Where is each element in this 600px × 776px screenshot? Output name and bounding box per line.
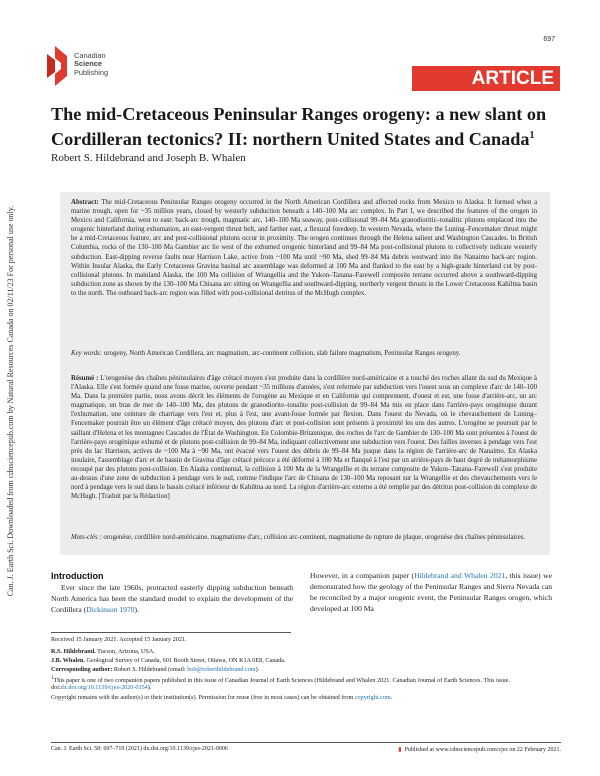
corresponding-text: Robert S. Hildebrand (email: [112,666,188,673]
corresponding-label: Corresponding author: [51,666,113,673]
copyright-link[interactable]: copyright.com [354,694,391,701]
keywords-english [71,349,537,358]
keywords-text: orogeny, North American Cordillera, arc magmatism, arc-continent collision, slab failure magmatism, Peninsular Ranges orogeny. [103,350,461,357]
publisher-logo-icon [45,46,73,86]
publisher-line-3: Publishing [74,67,109,77]
published-text: Published at www.cdnsciencepub.com/cjes on 22 February 2021. [404,747,561,753]
citation-link-dickinson[interactable]: Dickinson 1970 [86,605,135,614]
affiliation-1-name: R.S. Hildebrand. [51,648,96,655]
companion-doi-link[interactable]: dx.doi.org/10.1139/cjes-2020-0154 [60,684,148,692]
citation-link-hildebrand[interactable]: Hildebrand and Whalen 2021 [414,571,506,580]
download-watermark-text: Can. J. Earth Sci. Downloaded from cdnsciencepub.com by Natural Resources Canada on 02/11/23 For personal use only. [6,205,15,597]
affiliation-1-text: Tucson, Arizona, USA. [95,648,155,655]
journal-citation: Can. J. Earth Sci. 58: 697–719 (2021) dx.doi.org/10.1139/cjes-2021-0006 [51,746,228,752]
publisher-line-2: Science [74,59,102,69]
abstract-label: Abstract: [71,199,99,206]
copyright-notice [51,694,561,701]
affiliation-hildebrand [51,648,561,655]
abstract-english [71,198,537,298]
page-number: 697 [543,36,555,43]
article-title-text: The mid-Cretaceous Peninsular Ranges orogeny: a new slant on Cordilleran tectonics? II: northern United States and Canada [51,104,547,150]
intro-left-text: Ever since the late 1960s, protracted easterly dipping subduction beneath North America has been the standard model to explain the development of the Cordillera ( [51,583,293,614]
corresponding-end: ). [255,666,260,673]
footer-divider [51,742,561,743]
abstract-french [71,374,537,501]
received-dates: Received 15 January 2021. Accepted 15 January 2021. [51,636,187,643]
affiliation-2-text: Geological Survey of Canada, 601 Booth Street, Ottawa, ON K1A 0E8, Canada. [84,657,286,664]
intro-right-text-2: , this issue) we demonstrated how the geology of the Peninsular Ranges and Sierra Nevada can be reconciled by a major orogenic event, the Peninsular Ranges orogen, which developed at 100 Ma [310,571,552,613]
corresponding-author [51,666,561,673]
author-list: Robert S. Hildebrand and Joseph B. Whalen [51,152,246,164]
resume-label: Résumé : [71,375,99,382]
publisher-logo [45,46,135,90]
mots-cles-text: orogenèse, cordillère nord-américaine, magmatisme d'arc, collision arc-continent, magmatisme de rupture de plaque, orogenèse des chaînes péninsulaires. [103,534,526,541]
published-info [398,746,561,753]
copyright-end: . [390,694,393,701]
footnote-1-marker: 1 [51,675,54,681]
copyright-text: Copyright remains with the author(s) or their institution(s). Permission for reuse (free in most cases) can be obtained from [51,694,355,701]
publisher-line-1: Canadian [74,51,106,60]
footnote-1 [51,675,561,692]
article-title [51,104,561,150]
introduction-right-column [310,570,552,614]
introduction-heading: Introduction [51,571,104,581]
footnote-divider [51,632,291,633]
affiliation-whalen [51,657,561,664]
keywords-french [71,533,537,542]
abstract-text: The mid-Cretaceous Peninsular Ranges orogeny occurred in the North American Cordillera and affected rocks from Mexico to Alaska. It formed when a marine trough, open for ~35 million years, closed by westerly subduction beneath a 140–100 Ma arc complex. In Part I, we described the features of the orogen in Mexico and California, west to east: back-arc trough, magmatic arc, 140–100 Ma seaway, post-collisional 99–84 Ma granodioritic–tonalitic plutons emplaced into the orogenic hinterland during exhumation, an east-vergent thrust belt, and farther east, a flexural foredeep. In western Nevada, where the Luning–Fencemaker thrust might be a mid-Cretaceous feature, arc and post-collisional plutons occur in proximity. The orogen continues through the Helena salient and Washington Cascades. In British Columbia, rocks of the 130–100 Ma Gambier arc lie west of the exhumed orogenic hinterland and 99–84 Ma post-collisional plutons to collectively indicate westerly subduction. East-dipping reverse faults near Harrison Lake, active from ~100 Ma until ~90 Ma, shed 99–84 Ma debris westward into the Nanaimo back-arc region. Within Insular Alaska, the Early Cretaceous Gravina basinal arc assemblage was deformed at 100 Ma and flanked to the east by a high-grade hinterland cut by post-collisional plutons. In mainland Alaska, the 100 Ma collision of Wrangellia and the Yukon–Tanana–Farewell composite terrane occurred above a southward-dipping subduction zone as shown by the 130–100 Ma Chisana arc sitting on Wrangellia and southward-dipping, northerly vergent thrusts in the Lower Cretaceous Kahiltna basin to the north. The outboard back-arc region was filled with post-collisional detritus of the McHugh complex. [71,199,537,297]
introduction-left-column [51,582,293,615]
keywords-label: Key words: [71,350,103,357]
abstract-box [60,192,550,555]
mots-cles-label: Mots-clés : [71,534,102,541]
footnote-1-end: ). [147,684,152,692]
footnote-1-text: This paper is one of two companion papers published in this issue of Canadian Journal of Earth Sciences (Hildebrand and Whalen 2021. Canadian Journal of Earth Sciences. This issue. doi: [51,677,510,692]
publisher-mark-icon: ▮ [398,747,402,753]
affiliation-2-name: J.B. Whalen. [51,657,85,664]
intro-right-text-1: However, in a companion paper ( [310,571,415,580]
author-email-link[interactable]: bob@roberthildebrand.com [187,666,256,673]
title-footnote-marker: 1 [529,130,535,141]
intro-left-end: ). [134,605,139,614]
article-type-banner: ARTICLE [412,66,560,91]
download-watermark [6,196,22,606]
resume-text: L'orogenèse des chaînes péninsulaires d'âge crétacé moyen s'est produite dans la cordillère nord-américaine et a touché des roches allant du sud du Mexique à l'Alaska. Elle s'est formée quand une fosse marine, ouverte pendant ~35 millions d'années, s'est refermée par subduction vers l'ouest sous un complexe d'arc de 140–100 Ma. Dans la première partie, nous avons décrit les éléments de l'orogène au Mexique et en Californie qui comprennent, d'ouest et est, une fosse d'arrière-arc, un arc magmatique, un bras de mer de 140–100 Ma, des plutons de granodiorite–tonalite post-collision de 99–84 Ma mis en place dans l'arrière-pays orogénique durant l'exhumation, une ceinture de charriage vers l'est et, plus à l'est, une avant-fosse formée par flexion. Dans l'ouest du Nevada, où le chevauchement de Luning–Fencemaker pourrait être un élément d'âge crétacé moyen, des plutons d'arc et post-collision sont présents à proximité les uns des autres. L'orogène se poursuit par le saillant d'Helena et les montagnes Cascades de l'État de Washington. En Colombie-Britannique, des roches de l'arc de Gambier de 130–100 Ma sont présentes à l'ouest de l'arrière-pays orogénique exhumé et de plutons post-collision de 99–84 Ma, indiquant collectivement une subduction vers l'ouest. Des failles inverses à pendage vers l'est près du lac Harrison, actives de ~100 Ma à ~90 Ma, ont évacué vers l'ouest des débris de 99–84 Ma jusque dans la région de l'arrière-arc de Nanaimo. En Alaska insulaire, l'assemblage d'arc et de bassin de Gravina d'âge crétacé précoce a été déformé à 100 Ma et flanqué à l'est par un arrière-pays de haut degré de métamorphisme recoupé par des plutons post-collision. En Alaska continental, la collision à 100 Ma de la Wrangellie et du terrane composite de Yukon–Tanana–Farewell s'est produite au-dessus d'une zone de subduction à pendage vers le sud, comme l'indique l'arc de Chisana de 130–100 Ma reposant sur la Wrangellie et des chevauchements vers le nord à pendage vers le sud dans le bassin crétacé inférieur de Kahiltna au nord. La région d'arrière-arc externe a été remplie par des détritus post-collision du complexe de McHugh. [Traduit par la Rédaction] [71,375,537,501]
